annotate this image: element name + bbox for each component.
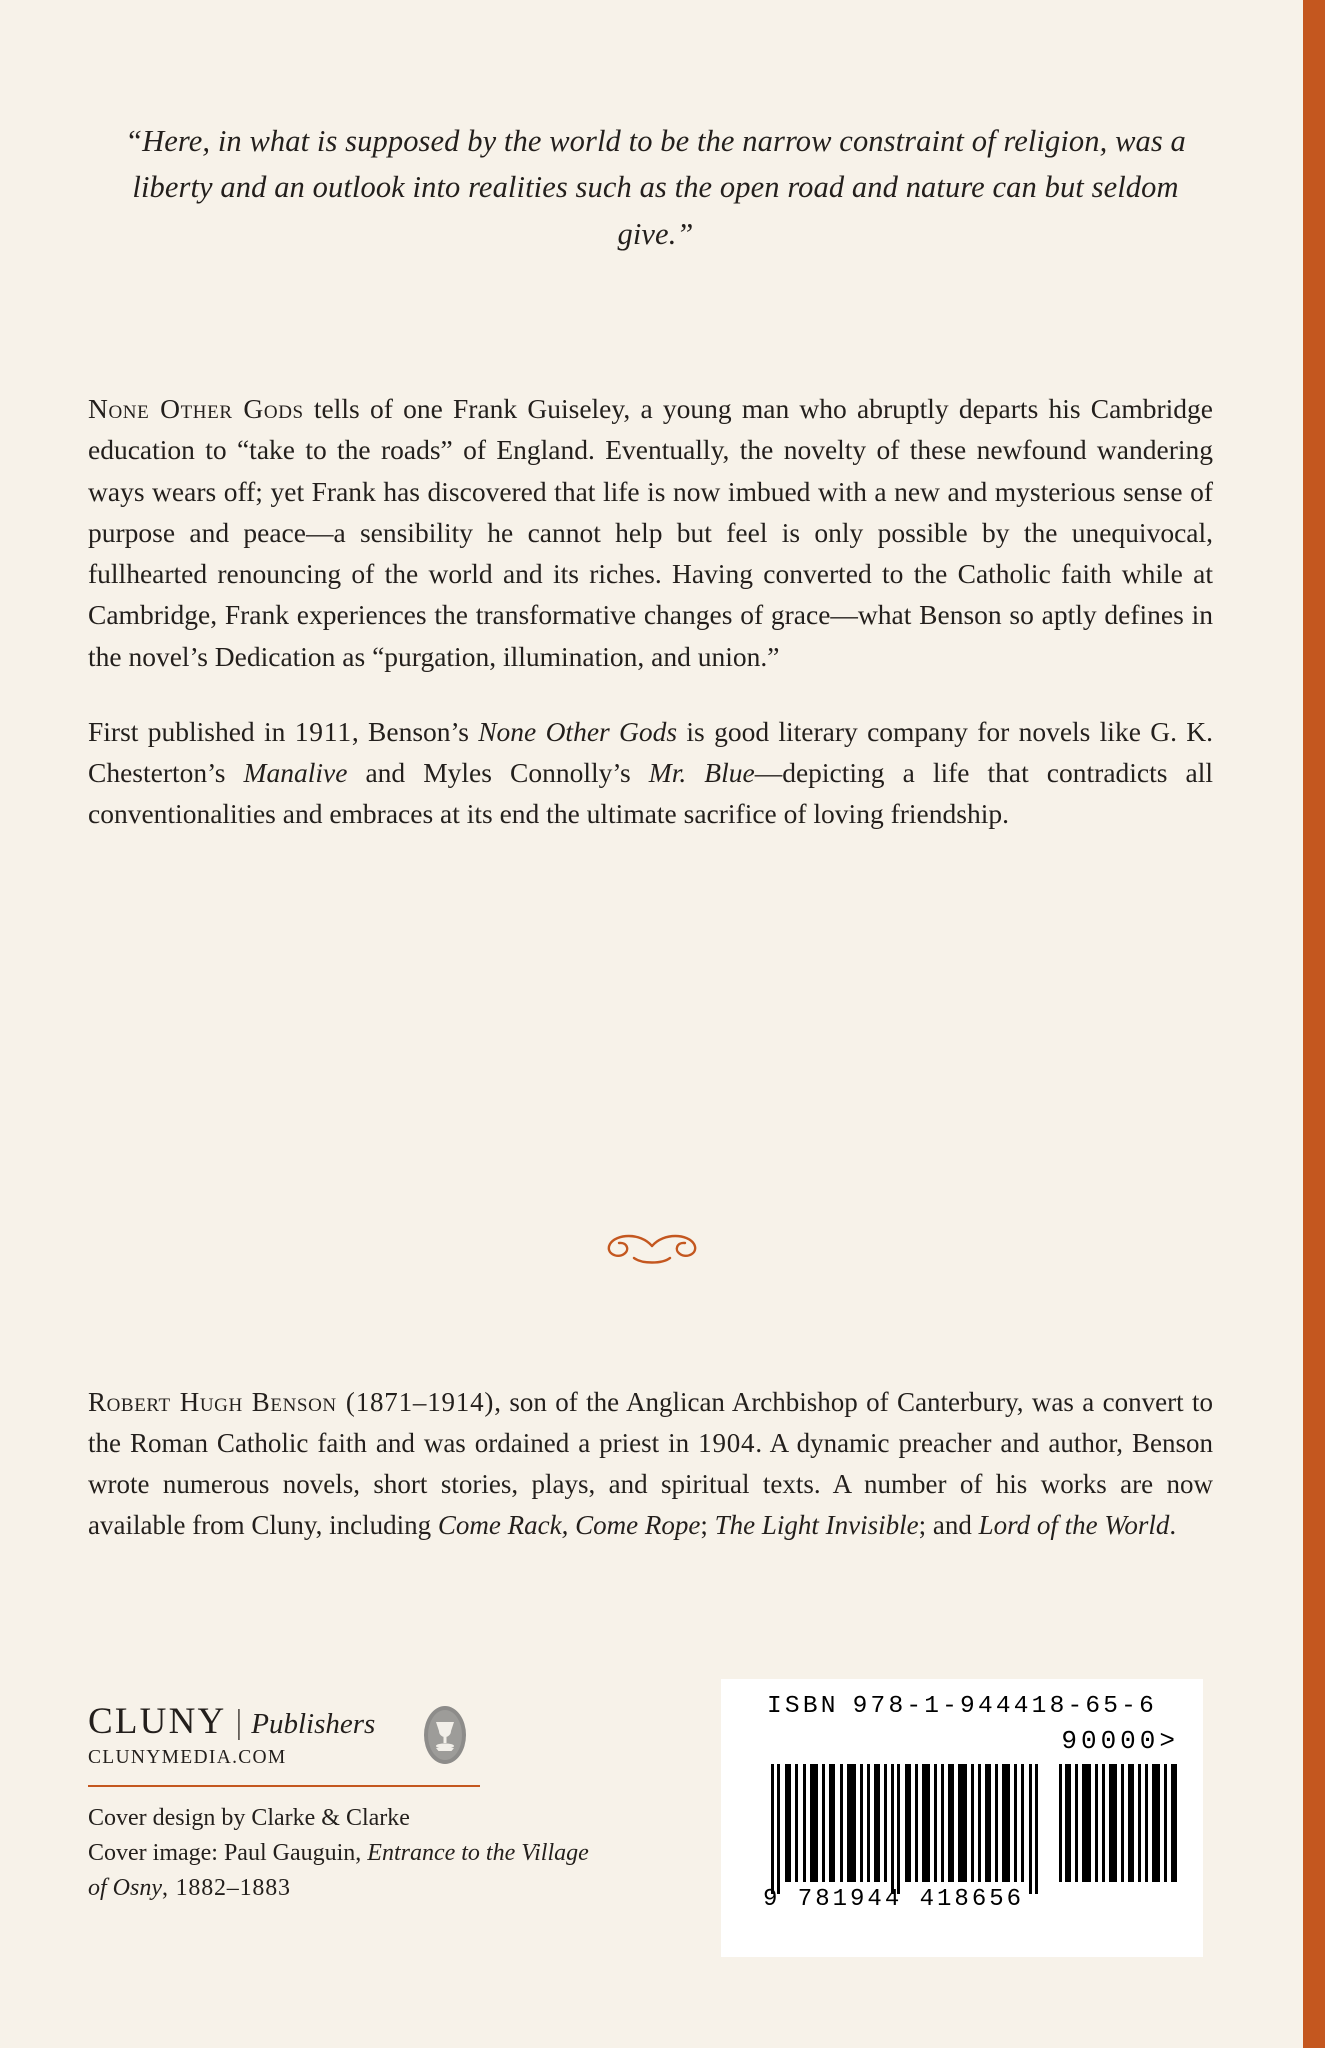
- ordination-year: 1904: [698, 1428, 756, 1459]
- barcode-group: [739, 1764, 1185, 1914]
- publisher-divider: |: [235, 1704, 243, 1741]
- isbn-number: 978-1-944418-65-6: [852, 1693, 1157, 1720]
- publisher-footer: [88, 1700, 589, 1905]
- publisher-name: CLUNY: [88, 1701, 227, 1742]
- author-name: Robert Hugh Benson: [88, 1387, 337, 1417]
- para2-part5: —depicting a life that contradicts all conventionalities and embraces at its end the ultimate sacrifice of loving friendship.: [88, 757, 1213, 830]
- isbn-label: ISBN: [767, 1693, 839, 1720]
- description-paragraph-1: [88, 388, 1213, 677]
- bio-end: .: [1169, 1510, 1177, 1541]
- publisher-website: CLUNYMEDIA.COM: [88, 1747, 287, 1768]
- bio-part-1: , son of the Anglican Archbishop of Canterbury, was a convert to the Roman Catholic faith and was ordained a priest in: [88, 1387, 1213, 1459]
- spine-accent-strip: [1303, 0, 1325, 2048]
- para2-part3: is good literary company for novels like G. K. Chesterton’s: [88, 715, 1213, 788]
- referenced-title-3: Mr. Blue: [648, 757, 755, 788]
- author-dates: (1871–1914): [336, 1387, 495, 1417]
- publisher-row: [88, 1700, 508, 1769]
- pull-quote: “Here, in what is supposed by the world to be the narrow constraint of religion, was a liberty and an outlook into realities such as the open road and nature can but seldom give.”: [125, 124, 1186, 251]
- para2-part2: , Benson’s: [351, 715, 479, 747]
- description-paragraph-1-rest: tells of one Frank Guiseley, a young man who abruptly departs his Cambridge education to “take to the roads” of England. Eventually, the novelty of these newfound wandering ways wears off; yet Frank has discovered that life is now imbued with a new and mysterious sense of purpose and peace—a sensibility he cannot help but feel is only possible by the unequivocal, fullhearted renouncing of the world and its riches. Having converted to the Catholic faith while at Cambridge, Frank experiences the transformative changes of grace—what Benson so aptly defines in the novel’s Dedication as “purgation, illumination, and union.”: [88, 393, 1213, 672]
- referenced-title-1: None Other Gods: [478, 715, 678, 747]
- isbn-barcode-block: [721, 1679, 1203, 1957]
- para2-part1: First published in: [88, 715, 295, 747]
- para2-part4: and Myles Connolly’s: [347, 757, 649, 788]
- bio-sep-1: ;: [700, 1510, 715, 1541]
- book-description: [88, 388, 1213, 835]
- chalice-icon: [423, 1705, 467, 1765]
- bio-sep-2: ; and: [918, 1510, 979, 1541]
- credit-image-title: Entrance to the Village of Osny: [88, 1839, 589, 1901]
- isbn-line: [739, 1693, 1185, 1720]
- bio-part-2: . A dynamic preacher and author, Benson wrote numerous novels, short stories, plays, and spiritual texts. A number of his works are now available from Cluny, including: [88, 1428, 1214, 1541]
- credit-image: [88, 1836, 608, 1906]
- author-bio: [88, 1382, 1213, 1546]
- publisher-label: Publishers: [251, 1708, 376, 1740]
- description-paragraph-2: [88, 711, 1213, 835]
- other-title-2: The Light Invisible: [714, 1510, 919, 1541]
- other-title-1: Come Rack, Come Rope: [437, 1510, 701, 1541]
- book-title-inline: None Other Gods: [88, 393, 304, 424]
- flourish-ornament: [0, 1228, 1303, 1277]
- barcode-digits: 9 781944 418656: [763, 1886, 1025, 1913]
- referenced-title-2: Manalive: [243, 757, 348, 788]
- cover-credits: [88, 1801, 608, 1905]
- credit-image-dates: , 1882–1883: [162, 1874, 291, 1901]
- publication-year: 1911: [294, 715, 352, 747]
- other-title-3: Lord of the World: [978, 1510, 1170, 1541]
- credit-design: Cover design by Clarke & Clarke: [88, 1805, 410, 1831]
- publisher-wordmark: [88, 1700, 375, 1743]
- publisher-wordmark-block: [88, 1700, 375, 1769]
- ean5-addon-barcode: [1059, 1764, 1177, 1882]
- footer-divider: [88, 1785, 480, 1787]
- credit-image-prefix: Cover image: Paul Gauguin,: [88, 1839, 368, 1866]
- price-code: 90000>: [1061, 1726, 1179, 1756]
